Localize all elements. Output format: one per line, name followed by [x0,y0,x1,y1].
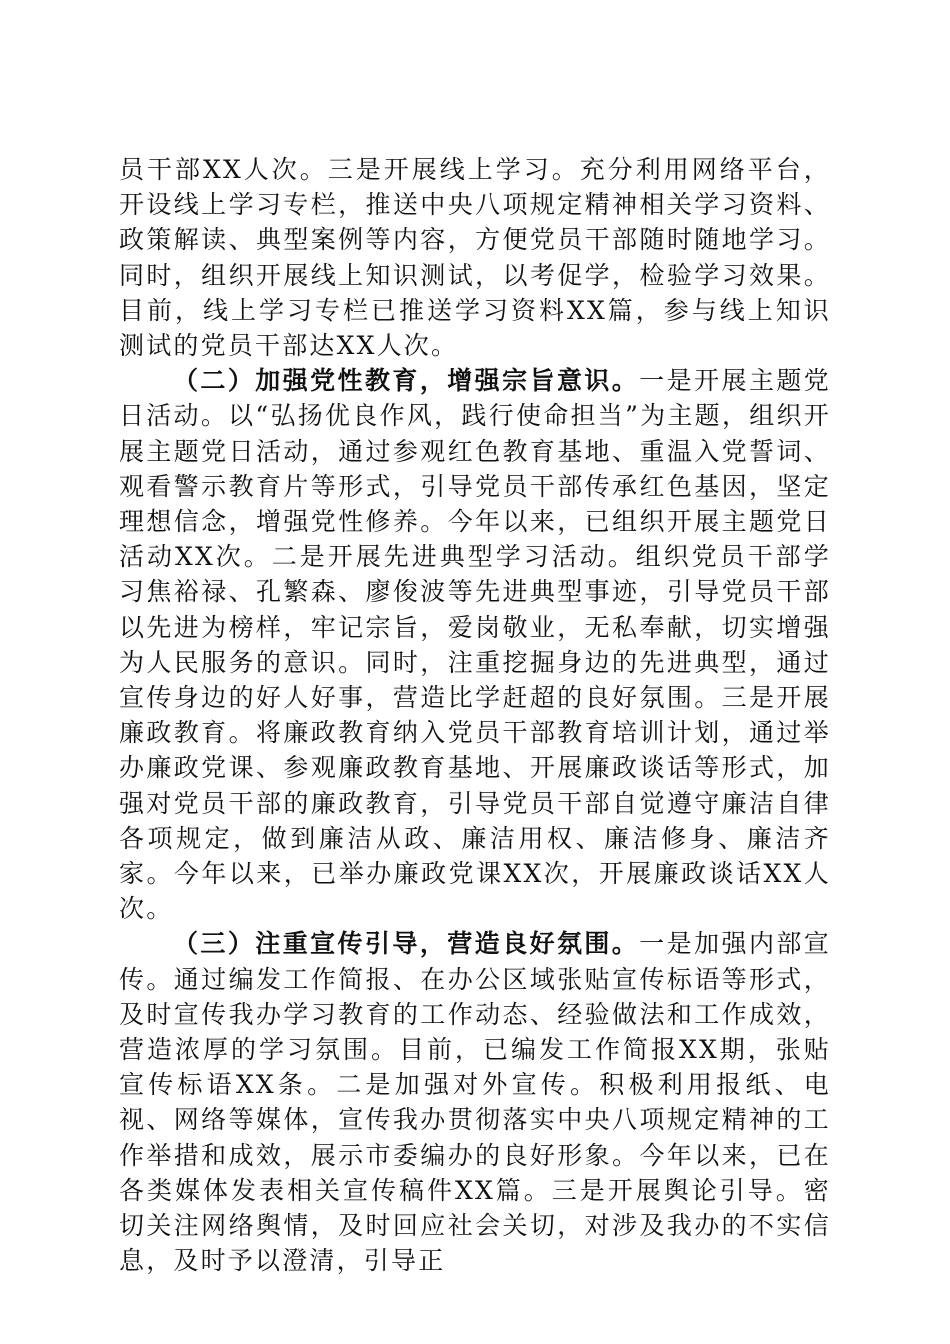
document-body [119,152,831,1279]
paragraph-continuation [119,152,831,363]
paragraph-publicity [119,926,831,1278]
paragraph-2-text: 一是开展主题党日活动。以“弘扬优良作风，践行使命担当”为主题，组织开展主题党日活动，通过参观红色教育基地、重温入党誓词、观看警示教育片等形式，引导党员干部传承红色基因，坚定理想信念，增强党性修养。今年以来，已组织开展主题党日活动XX次。二是开展先进典型学习活动。组织党员干部学习焦裕禄、孔繁森、廖俊波等先进典型事迹，引导党员干部以先进为榜样，牢记宗旨，爱岗敬业，无私奉献，切实增强为人民服务的意识。同时，注重挖掘身边的先进典型，通过宣传身边的好人好事，营造比学赶超的良好氛围。三是开展廉政教育。将廉政教育纳入党员干部教育培训计划，通过举办廉政党课、参观廉政教育基地、开展廉政谈话等形式，加强对党员干部的廉政教育，引导党员干部自觉遵守廉洁自律各项规定，做到廉洁从政、廉洁用权、廉洁修身、廉洁齐家。今年以来，已举办廉政党课XX次，开展廉政谈话XX人次。 [119,366,832,924]
paragraph-party-education [119,363,831,926]
paragraph-1-text: 员干部XX人次。三是开展线上学习。充分利用网络平台，开设线上学习专栏，推送中央八项规定精神相关学习资料、政策解读、典型案例等内容，方便党员干部随时随地学习。同时，组织开展线上知识测试，以考促学，检验学习效果。目前，线上学习专栏已推送学习资料XX篇，参与线上知识测试的党员干部达XX人次。 [119,155,831,361]
paragraph-2-heading: （二）加强党性教育，增强宗旨意识。 [173,366,640,396]
paragraph-3-text: 一是加强内部宣传。通过编发工作简报、在办公区域张贴宣传标语等形式，及时宣传我办学习教育的工作动态、经验做法和工作成效，营造浓厚的学习氛围。目前，已编发工作简报XX期，张贴宣传标语XX条。二是加强对外宣传。积极利用报纸、电视、网络等媒体，宣传我办贯彻落实中央八项规定精神的工作举措和成效，展示市委编办的良好形象。今年以来，已在各类媒体发表相关宣传稿件XX篇。三是开展舆论引导。密切关注网络舆情，及时回应社会关切，对涉及我办的不实信息，及时予以澄清，引导正 [119,929,832,1276]
paragraph-3-heading: （三）注重宣传引导，营造良好氛围。 [173,929,640,959]
